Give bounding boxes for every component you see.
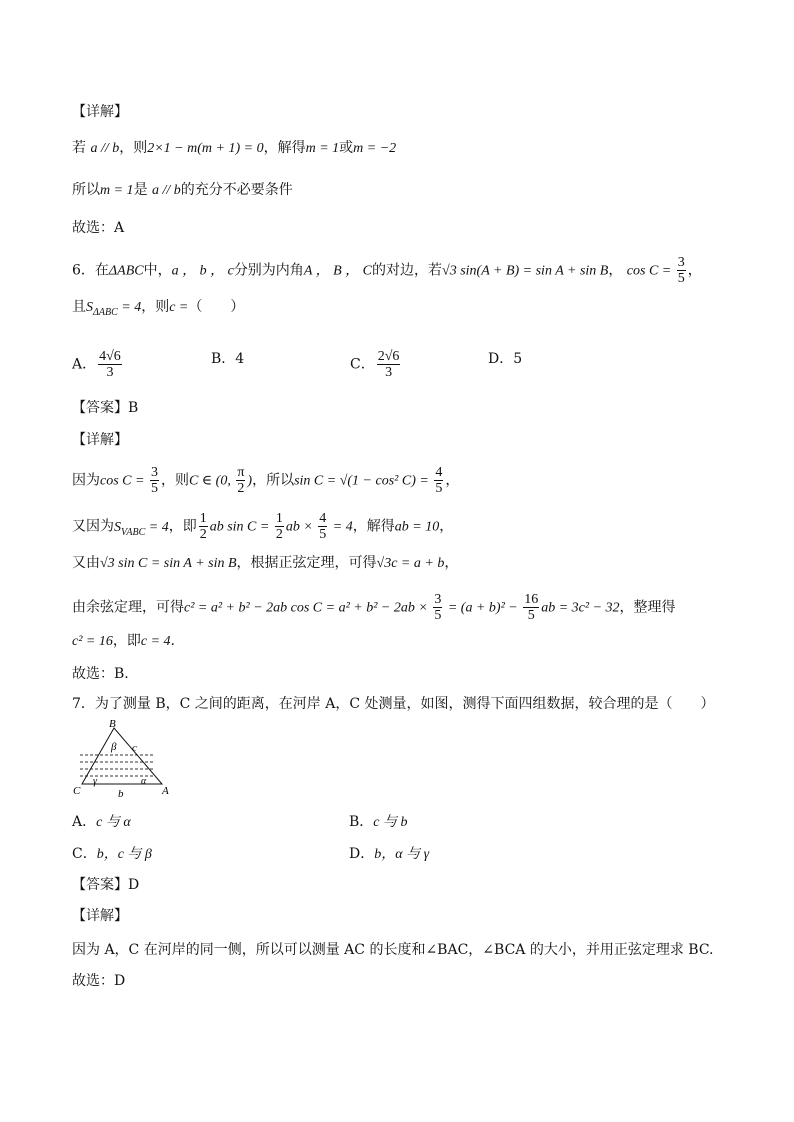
explanation: 因为 A，C 在河岸的同一侧，所以可以测量 AC 的长度和∠BAC，∠BCA 的大小，并用正弦定理求 BC.: [72, 942, 714, 958]
m-value: m = 1: [100, 183, 134, 198]
area-value: = 4: [117, 300, 142, 315]
option-a[interactable]: [72, 349, 124, 380]
option-c[interactable]: [350, 349, 402, 380]
option-label: B．: [211, 351, 236, 367]
text: ，则: [160, 472, 189, 489]
text: 或: [339, 140, 354, 156]
option-label: A．: [72, 814, 97, 830]
river-triangle-figure: [72, 718, 172, 800]
denominator: 5: [150, 481, 158, 496]
numerator: 4: [319, 511, 327, 526]
answer-line: 【答案】D: [72, 877, 140, 893]
fraction: [677, 255, 686, 286]
numerator: 4√6: [99, 349, 121, 364]
numerator: 1: [199, 511, 207, 526]
text: ，则: [141, 299, 170, 315]
text: 的对边，若: [372, 262, 443, 279]
numerator: 4: [435, 465, 443, 480]
detail-heading: 【详解】: [72, 104, 128, 120]
text: 中，: [143, 262, 172, 279]
math: √3 sin C = sin A + sin B: [100, 556, 237, 571]
text: ，即: [168, 518, 197, 535]
option-d[interactable]: [349, 844, 429, 865]
text: 6．在: [72, 262, 109, 279]
cosC-label: cos C =: [626, 263, 675, 279]
text: 分别为内角: [233, 262, 304, 279]
math: = (a + b)² −: [444, 600, 522, 616]
text: ，根据正弦定理，可得: [236, 555, 377, 571]
answer-line: 【答案】B: [72, 400, 139, 416]
text: 又因为: [72, 518, 114, 535]
text: ，解得: [263, 140, 306, 156]
text: 若: [72, 140, 86, 156]
area-subscript: ΔABC: [93, 306, 118, 318]
math: cos C =: [100, 473, 148, 489]
option-value: 4: [235, 351, 245, 367]
text: 由余弦定理，可得: [72, 599, 184, 616]
math: ab = 10: [394, 519, 440, 535]
text: ，: [439, 518, 454, 535]
area-s: S: [114, 519, 121, 535]
condition: √3 sin(A + B) = sin A + sin B: [442, 263, 609, 279]
detail-heading: 【详解】: [72, 432, 128, 448]
option-value: 5: [513, 351, 523, 367]
detail-line-2: [72, 180, 293, 201]
fraction: [150, 465, 159, 496]
math: ): [247, 473, 253, 489]
option-a[interactable]: [72, 812, 131, 833]
option-text: b，c 与 β: [96, 847, 152, 862]
text: 且: [72, 299, 86, 315]
option-text: c 与 b: [373, 815, 408, 830]
math: ab ×: [285, 519, 317, 535]
denominator: 5: [677, 271, 685, 286]
math: ab sin C =: [209, 519, 273, 535]
text: 又由: [72, 555, 100, 571]
fraction: [275, 511, 284, 542]
option-c[interactable]: [72, 844, 152, 865]
question-6-stem-line-2: [72, 297, 244, 323]
vector-a-parallel-b: a // b: [152, 183, 181, 198]
option-label: A．: [72, 356, 97, 373]
math: ab = 3c² − 32: [541, 600, 620, 616]
text: .: [170, 633, 175, 649]
angle-alpha-label: α: [141, 776, 147, 787]
option-text: c 与 α: [96, 815, 131, 830]
solution-step-4: [72, 592, 676, 623]
choose-answer: 故选：D: [72, 973, 126, 989]
text: 的充分不必要条件: [180, 182, 293, 198]
ask: c =: [169, 300, 189, 315]
vertex-a-label: A: [162, 785, 169, 797]
math: c² = a² + b² − 2ab cos C = a² + b² − 2ab ×: [184, 600, 432, 616]
denominator: 5: [527, 608, 535, 623]
question-6-stem: [72, 255, 702, 286]
text: ，: [444, 555, 459, 571]
vector-a-parallel-b: a // b: [90, 141, 120, 156]
area-symbol: [114, 519, 169, 538]
option-b[interactable]: [211, 349, 244, 369]
text: ，: [445, 472, 460, 489]
question-7-stem: 7．为了测量 B，C 之间的距离，在河岸 A，C 处测量，如图，测得下面四组数据，较合理的是（ ）: [72, 696, 715, 712]
denominator: 5: [319, 527, 327, 542]
area-value: = 4: [145, 519, 169, 535]
math: √3c = a + b: [376, 556, 445, 571]
numerator: 2√6: [377, 349, 400, 364]
option-text: b，α 与 γ: [374, 847, 430, 862]
option-label: C．: [350, 356, 375, 373]
denominator: 3: [385, 365, 393, 380]
solution-step-5: [72, 631, 175, 652]
text: ，: [687, 262, 702, 279]
text: ，所以: [252, 472, 295, 489]
denominator: 2: [199, 527, 207, 542]
fraction: [434, 465, 443, 496]
solution-step-3: [72, 553, 458, 574]
angle-beta-label: β: [111, 741, 117, 753]
numerator: 3: [434, 592, 442, 607]
angle-gamma-label: γ: [93, 776, 97, 787]
equation: 2×1 − m(m + 1) = 0: [147, 141, 264, 156]
fraction: [377, 349, 401, 380]
sides: a ， b ， c: [171, 263, 234, 279]
denominator: 5: [434, 608, 442, 623]
area-subscript: VABC: [121, 526, 146, 538]
math: c = 4: [140, 634, 171, 649]
denominator: 3: [106, 365, 114, 380]
text: ，则: [119, 140, 148, 156]
solution-step-2: [72, 511, 453, 542]
numerator: 1: [275, 511, 283, 526]
math: C ∈ (0,: [188, 473, 235, 489]
side-b-label: b: [118, 788, 124, 800]
fraction: [199, 511, 208, 542]
text: ，解得: [352, 518, 395, 535]
solution-1: m = 1: [305, 141, 340, 156]
detail-line-1: [72, 138, 396, 159]
option-label: D．: [488, 351, 514, 367]
fraction: [236, 465, 245, 496]
fraction: [523, 592, 539, 623]
math: c² = 16: [72, 634, 113, 649]
vertex-c-label: C: [73, 785, 81, 797]
choose-answer: 故选：B.: [72, 666, 129, 682]
math: = 4: [329, 519, 353, 535]
text: 因为: [72, 472, 100, 489]
area-symbol: [86, 300, 142, 318]
denominator: 2: [275, 527, 283, 542]
fraction: [318, 511, 327, 542]
denominator: 2: [237, 481, 245, 496]
triangle-symbol: ΔABC: [108, 263, 144, 279]
numerator: 3: [677, 255, 685, 270]
paren: （ ）: [188, 299, 245, 315]
text: ，整理得: [619, 599, 676, 616]
numerator: 16: [524, 592, 539, 607]
fraction: [433, 592, 442, 623]
angles: A ， B ， C: [303, 263, 373, 279]
text: ，: [608, 262, 623, 279]
river-lines: [80, 755, 154, 776]
text: 所以: [72, 182, 100, 198]
option-b[interactable]: [349, 812, 408, 833]
solution-2: m = −2: [353, 141, 397, 156]
numerator: 3: [150, 465, 158, 480]
option-label: C．: [72, 846, 97, 862]
side-c-label: c: [132, 742, 137, 754]
option-label: D．: [349, 846, 375, 862]
solution-step-1: [72, 465, 459, 496]
choose-answer: 故选：A: [72, 220, 125, 236]
numerator: π: [237, 465, 245, 480]
text: ，即: [112, 633, 141, 649]
math: sin C = √(1 − cos² C) =: [294, 473, 433, 489]
option-d[interactable]: [488, 349, 522, 369]
detail-heading: 【详解】: [72, 908, 128, 924]
fraction: [98, 349, 122, 380]
text: 是: [133, 182, 148, 198]
area-s: S: [86, 300, 93, 315]
vertex-b-label: B: [109, 718, 116, 730]
option-label: B．: [349, 814, 374, 830]
denominator: 5: [435, 481, 443, 496]
